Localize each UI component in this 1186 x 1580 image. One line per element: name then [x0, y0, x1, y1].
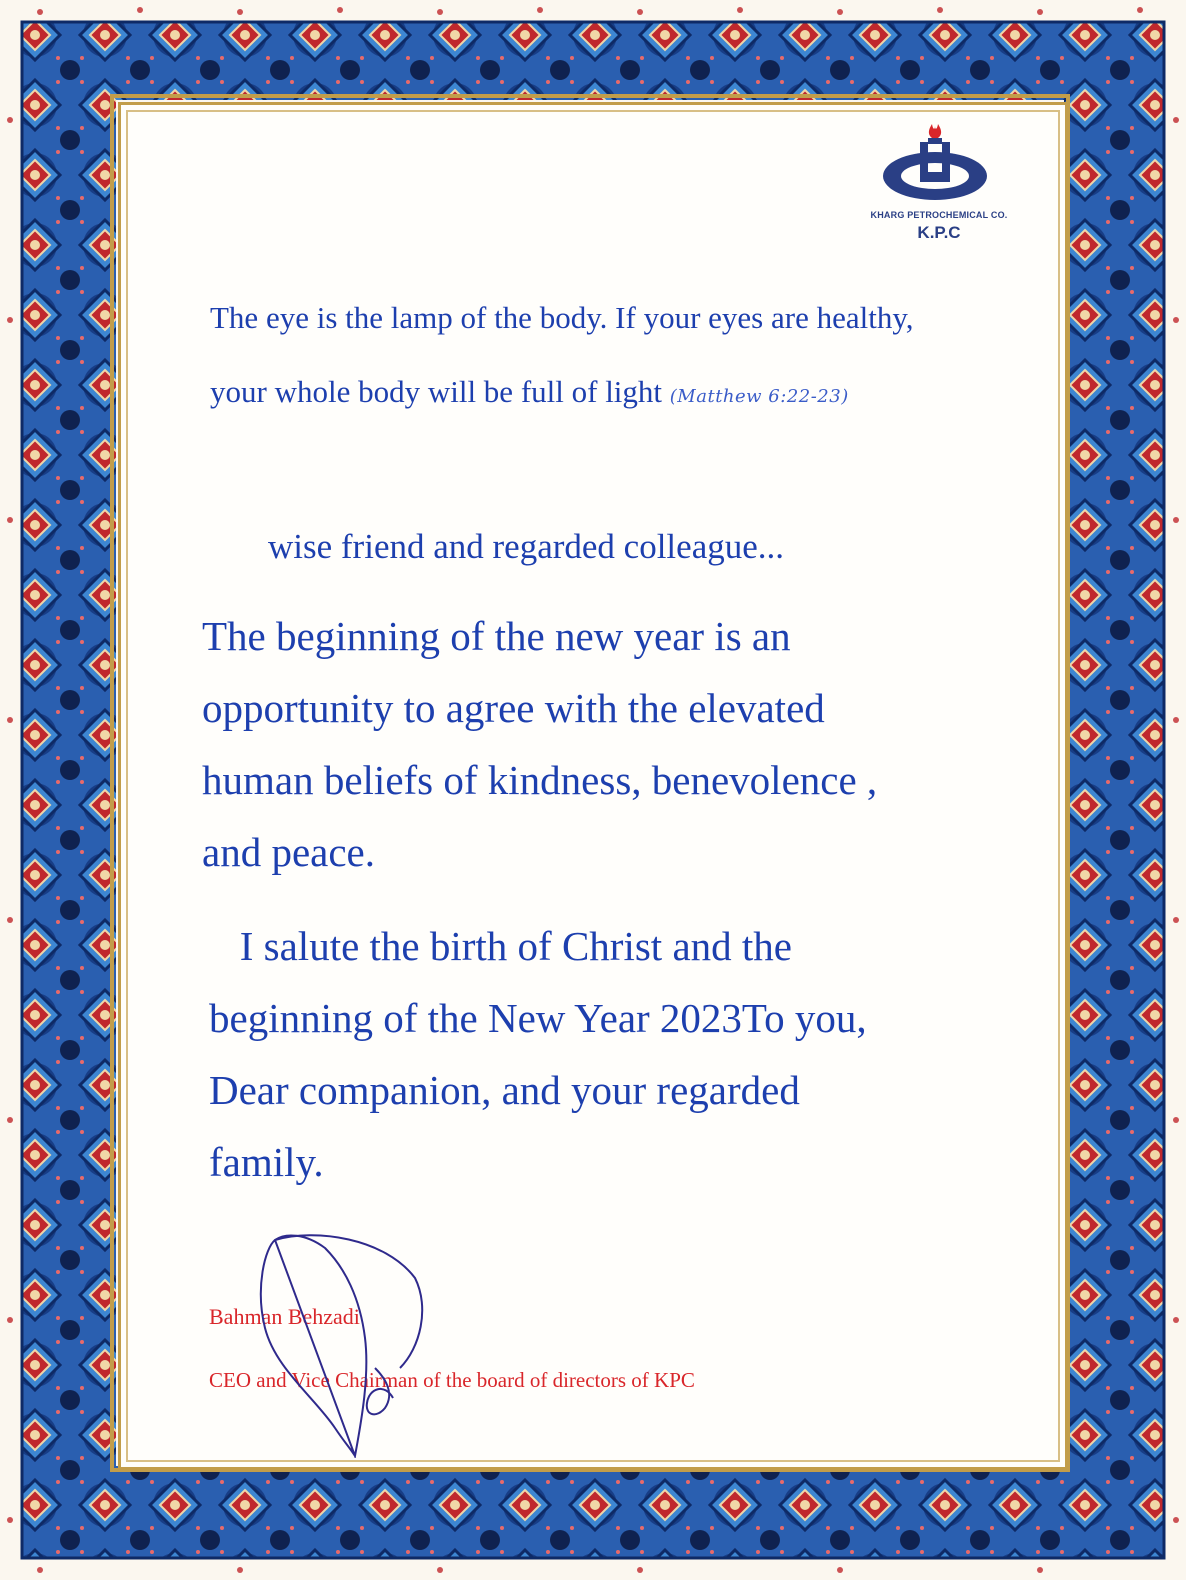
paragraph-line: opportunity to agree with the elevated [202, 685, 825, 731]
signer-title: CEO and Vice Chairman of the board of directors of KPC [209, 1368, 695, 1392]
quote-text: your whole body will be full of light [210, 374, 663, 409]
company-logo [840, 118, 1030, 243]
paragraph-line: and peace. [202, 829, 375, 875]
kpc-logo-icon [880, 118, 990, 208]
paragraph-line: human beliefs of kindness, benevolence , [202, 757, 878, 803]
logo-abbreviation: K.P.C [917, 223, 961, 242]
greeting: wise friend and regarded colleague... [268, 527, 785, 566]
signer-name: Bahman Behzadi [209, 1304, 360, 1329]
quote-line [210, 374, 849, 410]
quote-reference: (Matthew 6:22-23) [669, 386, 849, 407]
paragraph-line: beginning of the New Year 2023To you, [209, 995, 867, 1041]
paragraph-line: family. [209, 1139, 324, 1185]
paragraph-line: Dear companion, and your regarded [209, 1067, 800, 1113]
logo-company-name: KHARG PETROCHEMICAL CO. [870, 210, 1008, 220]
paragraph-line: I salute the birth of Christ and the [209, 923, 792, 969]
quote-line: The eye is the lamp of the body. If your eyes are healthy, [210, 300, 914, 335]
paragraph-line: The beginning of the new year is an [202, 613, 791, 659]
